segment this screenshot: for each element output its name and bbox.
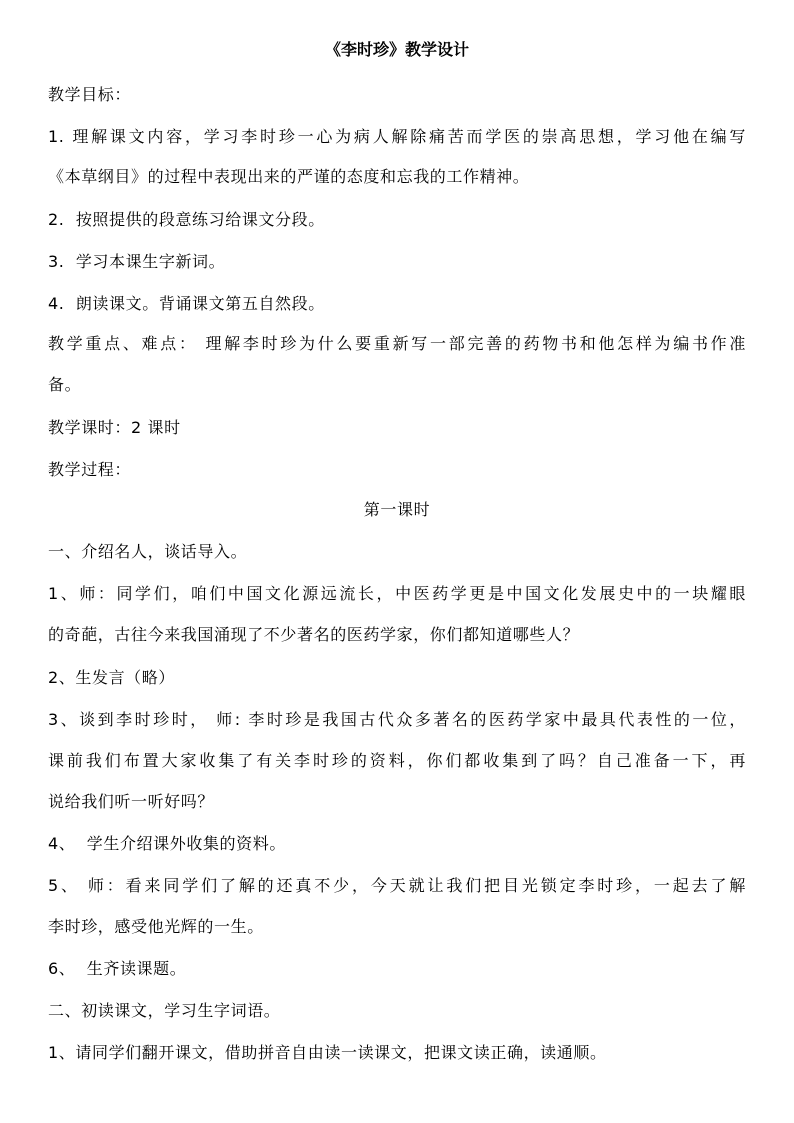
step-3-line-1: 3、谈到李时珍时， 师: 李时珍是我国古代众多著名的医药学家中最具代表性的一位， xyxy=(48,710,746,729)
objective-1-line-1: 1. 理解课文内容，学习李时珍一心为病人解除痛苦而学医的崇高思想，学习他在编写 xyxy=(48,127,746,146)
objective-4: 4. 朗读课文。背诵课文第五自然段。 xyxy=(48,294,325,313)
key-points-line-2: 备。 xyxy=(48,375,82,394)
section-1-heading: 一、介绍名人，谈话导入。 xyxy=(48,542,248,561)
step-1-line-1: 1、师：同学们，咱们中国文化源远流长，中医药学更是中国文化发展史中的一块耀眼 xyxy=(48,584,746,603)
objective-2: 2. 按照提供的段意练习给课文分段。 xyxy=(48,210,325,229)
key-points-line-1: 教学重点、难点： 理解李时珍为什么要重新写一部完善的药物书和他怎样为编书作准 xyxy=(48,334,746,353)
step-3-line-3: 说给我们听一听好吗？ xyxy=(48,792,215,811)
step-4: 4、 学生介绍课外收集的资料。 xyxy=(48,834,286,853)
step-5-line-1: 5、 师：看来同学们了解的还真不少，今天就让我们把目光锁定李时珍，一起去了解 xyxy=(48,876,746,895)
objective-3: 3. 学习本课生字新词。 xyxy=(48,252,226,271)
first-lesson-heading: 第一课时 xyxy=(363,500,431,519)
objectives-heading: 教学目标： xyxy=(48,85,132,104)
objective-1-line-2: 《本草纲目》的过程中表现出来的严谨的态度和忘我的工作精神。 xyxy=(48,167,530,186)
section-2-heading: 二、初读课文，学习生字词语。 xyxy=(48,1001,281,1020)
section-2-step-1: 1、请同学们翻开课文，借助拼音自由读一读课文，把课文读正确，读通顺。 xyxy=(48,1043,607,1062)
step-1-line-2: 的奇葩，古往今来我国涌现了不少著名的医药学家，你们都知道哪些人？ xyxy=(48,625,580,644)
process-heading: 教学过程： xyxy=(48,460,132,479)
step-6: 6、 生齐读课题。 xyxy=(48,959,187,978)
step-2: 2、生发言（略） xyxy=(48,668,175,687)
step-3-line-2: 课前我们布置大家收集了有关李时珍的资料，你们都收集到了吗？自己准备一下，再 xyxy=(48,751,746,770)
step-5-line-2: 李时珍，感受他光辉的一生。 xyxy=(48,917,264,936)
lesson-hours: 教学课时：2 课时 xyxy=(48,418,181,437)
document-title: 《李时珍》教学设计 xyxy=(324,40,469,59)
